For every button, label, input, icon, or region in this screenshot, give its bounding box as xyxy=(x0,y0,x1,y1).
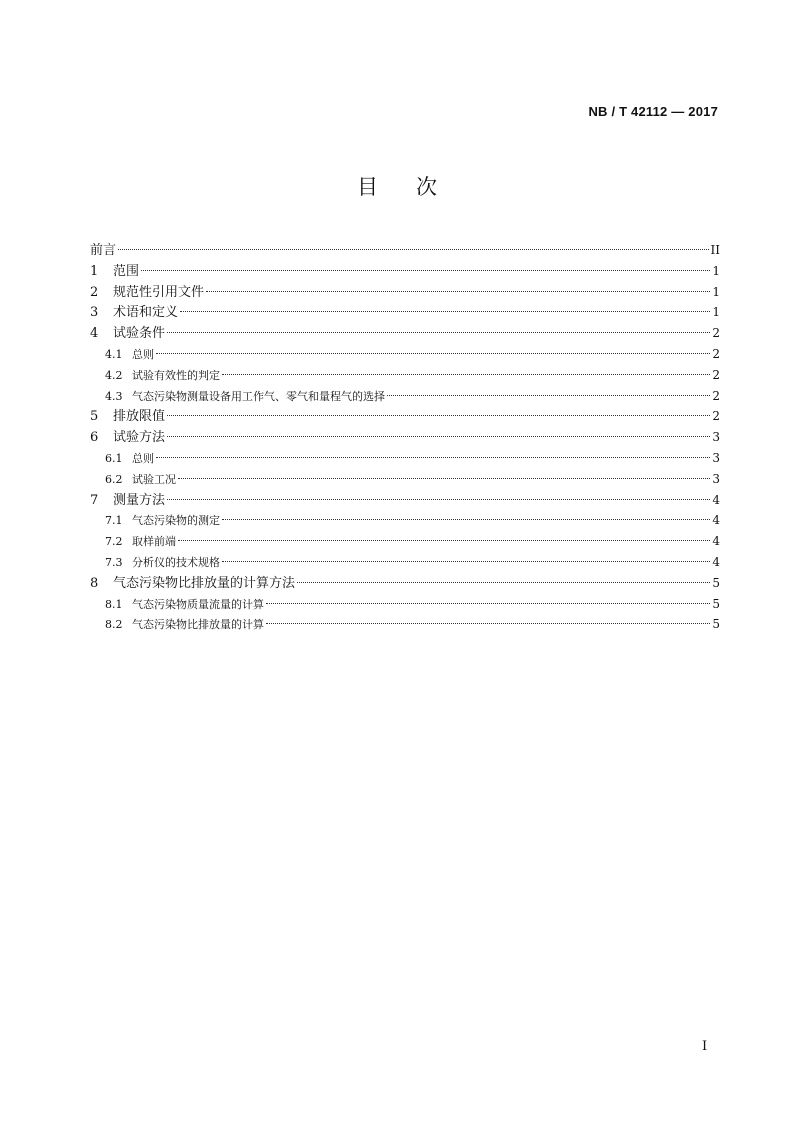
dot-leader xyxy=(180,311,710,312)
toc-entry-page: 3 xyxy=(712,430,720,445)
toc-entry-page: 4 xyxy=(712,554,720,569)
toc-entry[interactable] xyxy=(90,302,720,323)
toc-subentry[interactable] xyxy=(90,510,720,531)
dot-leader xyxy=(266,603,710,604)
toc-entry-number: 7.1 xyxy=(105,514,123,528)
toc-entry-label: 规范性引用文件 xyxy=(113,284,205,300)
toc-entry-label: 气态污染物比排放量的计算方法 xyxy=(113,575,296,591)
toc-entry-label: 前言 xyxy=(90,243,117,258)
toc-entry-label: 试验条件 xyxy=(113,326,166,342)
toc-entry-number: 6.2 xyxy=(105,472,123,486)
dot-leader xyxy=(206,291,710,292)
dot-leader xyxy=(156,457,710,458)
dot-leader xyxy=(387,395,710,396)
toc-entry-page: 5 xyxy=(712,596,720,611)
toc-entry-number: 2 xyxy=(90,284,99,300)
dot-leader xyxy=(167,499,710,500)
toc-entry-page: II xyxy=(710,243,720,257)
toc-entry-label: 范围 xyxy=(113,263,140,279)
dot-leader xyxy=(118,249,709,250)
page-title: 目次 xyxy=(357,175,475,199)
toc-entry-number: 4.1 xyxy=(105,347,123,361)
toc-entry-page: 3 xyxy=(712,450,720,465)
dot-leader xyxy=(167,436,710,437)
toc-entry-label: 试验方法 xyxy=(113,430,166,446)
toc-entry-number: 4.3 xyxy=(105,389,123,403)
toc-entry-number: 4 xyxy=(90,326,99,342)
toc-entry-page: 4 xyxy=(712,513,720,528)
toc-subentry[interactable] xyxy=(90,469,720,490)
toc-entry[interactable] xyxy=(90,282,720,303)
toc-entry-number: 1 xyxy=(90,263,99,279)
dot-leader xyxy=(178,478,710,479)
toc-entry-page: 2 xyxy=(712,346,720,361)
dot-leader xyxy=(141,270,710,271)
toc-subentry[interactable] xyxy=(90,448,720,469)
toc-entry-number: 8 xyxy=(90,575,99,591)
dot-leader xyxy=(167,415,710,416)
toc-entry-page: 5 xyxy=(712,575,720,590)
toc-entry-number: 7 xyxy=(90,492,99,508)
toc-entry-label: 气态污染物的测定 xyxy=(132,514,220,528)
dot-leader xyxy=(167,332,710,333)
toc-entry-label: 测量方法 xyxy=(113,492,166,508)
table-of-contents xyxy=(90,240,720,635)
toc-entry-page: 1 xyxy=(712,263,720,278)
toc-entry-number: 4.2 xyxy=(105,368,123,382)
dot-leader xyxy=(156,353,710,354)
toc-entry-page: 5 xyxy=(712,617,720,632)
toc-entry[interactable] xyxy=(90,490,720,511)
toc-entry[interactable] xyxy=(90,573,720,594)
toc-subentry[interactable] xyxy=(90,594,720,615)
toc-entry-page: 1 xyxy=(712,284,720,299)
toc-entry-number: 8.2 xyxy=(105,618,123,632)
toc-entry-page: 1 xyxy=(712,305,720,320)
toc-subentry[interactable] xyxy=(90,365,720,386)
toc-entry-page: 3 xyxy=(712,471,720,486)
dot-leader xyxy=(297,582,710,583)
toc-entry-label: 术语和定义 xyxy=(113,305,179,321)
dot-leader xyxy=(178,540,710,541)
dot-leader xyxy=(222,519,710,520)
toc-entry-label: 气态污染物测量设备用工作气、零气和量程气的选择 xyxy=(132,389,385,403)
dot-leader xyxy=(222,374,710,375)
toc-entry[interactable] xyxy=(90,406,720,427)
toc-entry-label: 总则 xyxy=(132,347,154,361)
dot-leader xyxy=(222,561,710,562)
toc-entry-label: 总则 xyxy=(132,451,154,465)
standard-code: NB / T 42112 — 2017 xyxy=(588,104,718,119)
toc-subentry[interactable] xyxy=(90,344,720,365)
toc-subentry[interactable] xyxy=(90,531,720,552)
toc-entry-label: 气态污染物比排放量的计算 xyxy=(132,618,264,632)
toc-entry-label: 试验工况 xyxy=(132,472,176,486)
toc-entry-page: 4 xyxy=(712,534,720,549)
toc-entry-page: 2 xyxy=(712,409,720,424)
toc-entry-page: 4 xyxy=(712,492,720,507)
toc-entry-page: 2 xyxy=(712,367,720,382)
toc-subentry[interactable] xyxy=(90,552,720,573)
toc-entry[interactable] xyxy=(90,240,720,261)
toc-entry-number: 7.2 xyxy=(105,535,123,549)
toc-entry-number: 8.1 xyxy=(105,597,123,611)
toc-subentry[interactable] xyxy=(90,614,720,635)
toc-entry-number: 5 xyxy=(90,409,99,425)
toc-entry-page: 2 xyxy=(712,388,720,403)
toc-entry-label: 试验有效性的判定 xyxy=(132,368,220,382)
page-number: I xyxy=(702,1039,708,1054)
toc-entry-page: 2 xyxy=(712,326,720,341)
toc-subentry[interactable] xyxy=(90,386,720,407)
toc-entry[interactable] xyxy=(90,427,720,448)
toc-entry-number: 3 xyxy=(90,305,99,321)
toc-entry-number: 6.1 xyxy=(105,451,123,465)
toc-entry-number: 6 xyxy=(90,430,99,446)
toc-entry-label: 分析仪的技术规格 xyxy=(132,555,220,569)
toc-entry-label: 气态污染物质量流量的计算 xyxy=(132,597,264,611)
toc-entry-label: 排放限值 xyxy=(113,409,166,425)
toc-entry-label: 取样前端 xyxy=(132,535,176,549)
toc-entry[interactable] xyxy=(90,261,720,282)
toc-entry-number: 7.3 xyxy=(105,555,123,569)
dot-leader xyxy=(266,623,710,624)
toc-entry[interactable] xyxy=(90,323,720,344)
